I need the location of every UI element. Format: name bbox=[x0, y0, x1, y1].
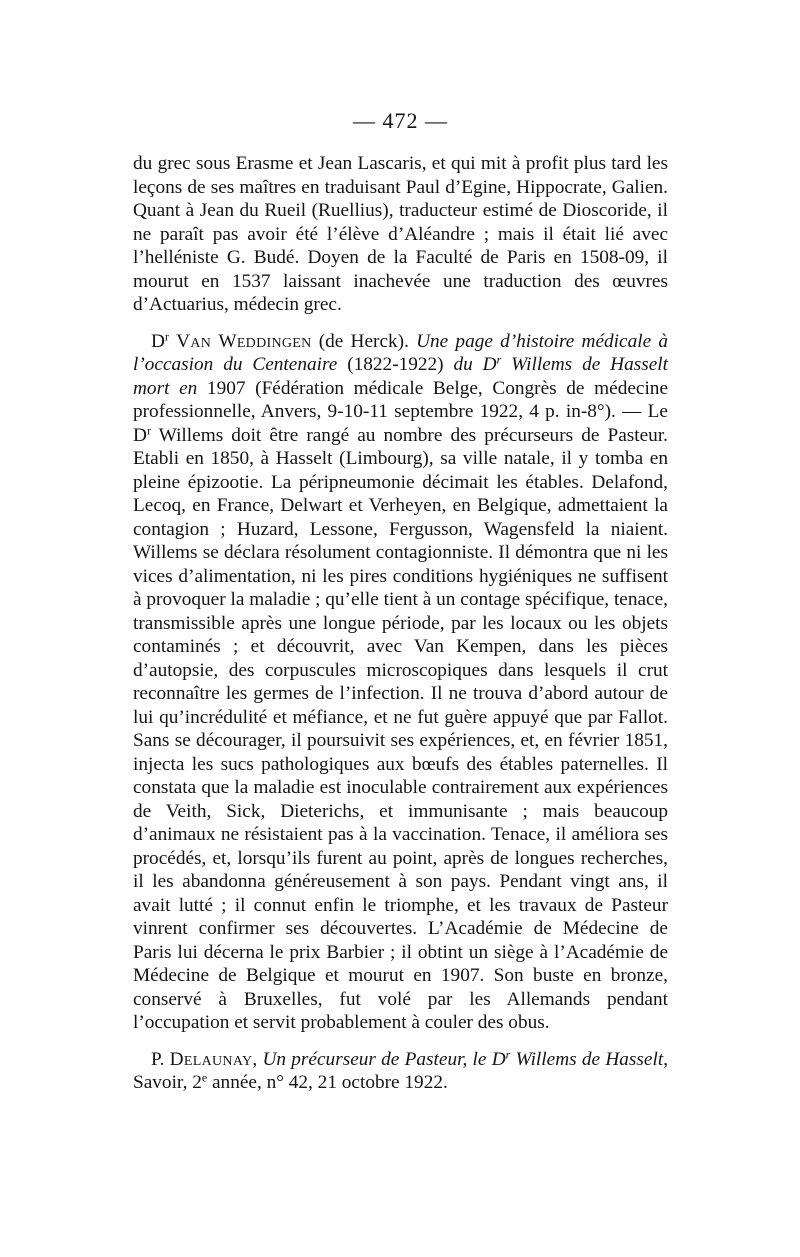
body-sup: r bbox=[146, 422, 151, 437]
paragraph-van-weddingen bbox=[133, 330, 668, 1035]
reference-delaunay bbox=[133, 1048, 668, 1095]
ref-author-initial: P. bbox=[151, 1048, 170, 1070]
work-title-part2: du D bbox=[453, 354, 497, 375]
page-number: — 472 — bbox=[353, 108, 448, 133]
work-title-part1: Une page d’histoire médicale à l’occasion du Centenaire bbox=[133, 330, 668, 375]
ref-rest-sup: e bbox=[201, 1070, 208, 1085]
work-source: (Fédération médicale Belge, Congrès de médecine professionnelle, Anvers, 9-10-11 septembre 1922, 4 p. in-8°). — Le D bbox=[133, 377, 669, 446]
work-title-sup: r bbox=[496, 352, 502, 367]
ref-rest-part2: année, n° 42, 21 octobre 1922. bbox=[207, 1072, 448, 1093]
ref-author-name: Delaunay bbox=[169, 1048, 253, 1070]
document-page bbox=[133, 108, 668, 1095]
work-dates: (1822-1922) bbox=[337, 354, 454, 375]
paragraph-ruellius: du grec sous Erasme et Jean Lascaris, et qui mit à profit plus tard les leçons de ses maîtres en traduisant Paul d’Egine, Hippocrate, Galien. Quant à Jean du Rueil (Ruellius), traducteur estimé de Dioscoride, il ne paraît pas avoir été l’élève d’Aléandre ; mais il était lié avec l’helléniste G. Budé. Doyen de la Faculté de Paris en 1508-09, il mourut en 1537 laissant inachevée une traduction des œuvres d’Actuarius, médecin grec. bbox=[133, 153, 668, 315]
work-year: 1907 bbox=[197, 377, 256, 399]
paragraph-body: Willems doit être rangé au nombre des précurseurs de Pasteur. Etabli en 1850, à Hasselt (Limbourg), sa ville natale, il y tomba en pleine épizootie. La péripneumonie décimait les étables. Delafond, Lecoq, en France, Delwart et Verheyen, en Belgique, admettaient la contagion ; Huzard, Lessone, Fergusson, Wagensfeld la niaient. Willems se déclara résolument contagionniste. Il démontra que ni les vices d’alimentation, ni les pires conditions hygiéniques ne suffisent à provoquer la maladie ; qu’elle tient à un contage spécifique, tenace, transmissible après une longue période, par les locaux ou les objets contaminés ; et découvrit, avec Van Kempen, dans les pièces d’autopsie, des corpuscules microscopiques dans lesquels il crut reconnaître les germes de l’infection. Il ne trouva d’abord autour de lui qu’incrédulité et méfiance, et ne fut guère appuyé que par Fallot. Sans se décourager, il poursuivit ses expériences, et, en février 1851, injecta les sucs pathologiques aux bœufs des étables paternelles. Il constata que la maladie est inoculable contrairement aux expériences de Veith, Sick, Dieterichs, et immunisante ; mais beaucoup d’animaux ne résistaient pas à la vaccination. Tenace, il améliora ses procédés, et, lorsqu’ils furent au point, après de longues recherches, il les abandonna généreusement à son pays. Pendant vingt ans, il avait lutté ; il connut enfin le triomphe, et les travaux de Pasteur vinrent confirmer ses découvertes. L’Académie de Médecine de Paris lui décerna le prix Barbier ; il obtint un siège à l’Académie de Médecine de Belgique et mourut en 1907. Son buste en bronze, conservé à Bruxelles, fut volé par les Allemands pendant l’occupation et servit probablement à couler des obus. bbox=[133, 424, 668, 1033]
ref-rest-part1: , Savoir, 2 bbox=[133, 1048, 669, 1093]
work-title-part3: Willems de Hasselt mort en bbox=[133, 354, 669, 399]
ref-title-sup: r bbox=[505, 1046, 511, 1061]
ref-title-part1: Un précurseur de Pasteur, le D bbox=[262, 1048, 506, 1070]
author-name: Van Weddingen bbox=[176, 330, 312, 352]
author-place: (de Herck). bbox=[311, 330, 417, 352]
author-title-sup: r bbox=[164, 328, 169, 343]
ref-separator: , bbox=[252, 1048, 263, 1070]
author-title: D bbox=[151, 330, 165, 352]
ref-title-part2: Willems de Hasselt bbox=[510, 1048, 664, 1070]
